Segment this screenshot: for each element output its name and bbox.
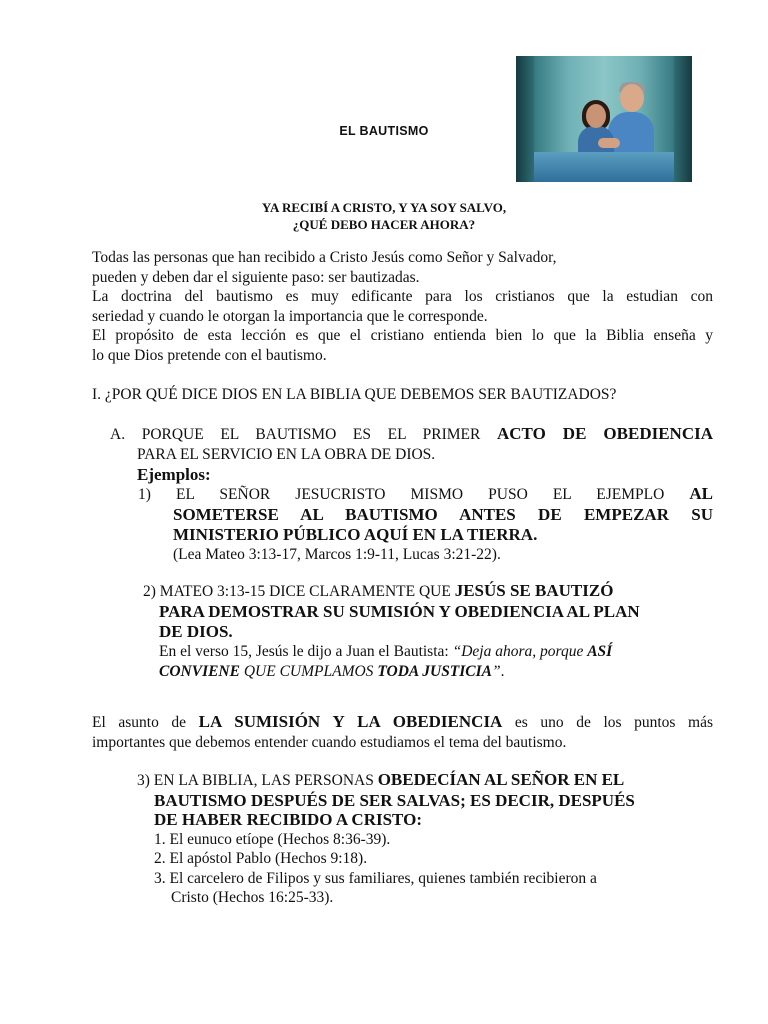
item-a-bold: ACTO DE OBEDIENCIA xyxy=(496,424,714,443)
quote-bold-justicia: TODA JUSTICIA xyxy=(377,663,493,680)
example-1 xyxy=(138,484,713,565)
example-1-line-1 xyxy=(138,484,713,505)
example-3 xyxy=(137,770,713,908)
intro-line: lo que Dios pretende con el bautismo. xyxy=(92,346,327,364)
asunto-paragraph xyxy=(92,712,713,753)
baptism-photo xyxy=(516,56,692,182)
intro-line: seriedad y cuando le otorgan la importancia que le corresponde. xyxy=(92,307,488,325)
section-1-heading: I. ¿POR QUÉ DICE DIOS EN LA BIBLIA QUE DEBEMOS SER BAUTIZADOS? xyxy=(92,386,617,403)
example-2-line-1 xyxy=(143,581,703,602)
example-2-line-3: DE DIOS. xyxy=(159,622,233,641)
subtitle-line-1: YA RECIBÍ A CRISTO, Y YA SOY SALVO, xyxy=(261,200,507,215)
intro-line: pueden y deben dar el siguiente paso: ser bautizadas. xyxy=(92,268,420,286)
example-2-quote-cont xyxy=(143,662,703,682)
list-item: 2. El apóstol Pablo (Hechos 9:18). xyxy=(154,850,368,867)
document-subtitle xyxy=(0,199,768,233)
example-3-prefix: 3) EN LA BIBLIA, LAS PERSONAS xyxy=(137,772,378,789)
list-item: 1. El eunuco etíope (Hechos 8:36-39). xyxy=(154,830,391,848)
example-2-verse xyxy=(143,642,703,662)
photo-man-head xyxy=(620,84,644,112)
item-a-line-2: PARA EL SERVICIO EN LA OBRA DE DIOS. xyxy=(137,446,436,463)
list-item-continuation: Cristo (Hechos 16:25-33). xyxy=(171,889,334,906)
asunto-line-1 xyxy=(92,712,713,733)
example-3-line-3: DE HABER RECIBIDO A CRISTO: xyxy=(154,810,422,829)
example-2-bold: JESÚS SE BAUTIZÓ xyxy=(454,581,614,600)
quote-end: ” xyxy=(492,663,501,680)
example-3-line-1 xyxy=(137,770,713,791)
list-item: 3. El carcelero de Filipos y sus familiares, quienes también recibieron a xyxy=(154,869,597,887)
ejemplos-label: Ejemplos: xyxy=(137,465,211,484)
asunto-suffix: es uno de los puntos más xyxy=(502,714,713,731)
quote-bold-conviene: CONVIENE xyxy=(159,663,240,680)
document-title: EL BAUTISMO xyxy=(339,124,429,138)
quote-start: “Deja ahora, porque xyxy=(452,643,588,660)
example-1-prefix: 1) EL SEÑOR JESUCRISTO MISMO PUSO EL EJEMPLO xyxy=(138,486,690,503)
example-1-line-3: MINISTERIO PÚBLICO AQUÍ EN LA TIERRA. xyxy=(173,525,538,544)
intro-line: La doctrina del bautismo es muy edificante para los cristianos que la estudian con xyxy=(92,288,713,305)
asunto-line-2: importantes que debemos entender cuando estudiamos el tema del bautismo. xyxy=(92,734,567,751)
photo-girl-head xyxy=(586,104,606,128)
quote-mid: QUE CUMPLAMOS xyxy=(239,663,378,680)
intro-line: Todas las personas que han recibido a Cristo Jesús como Señor y Salvador, xyxy=(92,249,557,266)
example-1-bold: AL xyxy=(689,484,713,503)
example-2 xyxy=(143,581,703,682)
example-3-line-2: BAUTISMO DESPUÉS DE SER SALVAS; ES DECIR, DESPUÉS xyxy=(154,790,635,810)
photo-hands xyxy=(598,138,620,148)
asunto-bold: LA SUMISIÓN Y LA OBEDIENCIA xyxy=(198,712,503,731)
example-2-prefix: 2) MATEO 3:13-15 DICE CLARAMENTE QUE xyxy=(143,583,455,600)
asunto-prefix: El asunto de xyxy=(92,714,199,731)
example-1-line-2: SOMETERSE AL BAUTISMO ANTES DE EMPEZAR SU xyxy=(173,505,713,524)
item-a-line-1 xyxy=(110,424,713,445)
intro-line: El propósito de esta lección es que el cristiano entienda bien lo que la Biblia enseña y xyxy=(92,327,713,344)
example-1-reference: (Lea Mateo 3:13-17, Marcos 1:9-11, Lucas 3:21-22). xyxy=(173,546,501,563)
example-3-bold: OBEDECÍAN AL SEÑOR EN EL xyxy=(377,770,625,789)
item-a xyxy=(110,424,713,485)
item-a-prefix: A. PORQUE EL BAUTISMO ES EL PRIMER xyxy=(110,426,497,443)
photo-frame-right xyxy=(674,56,692,182)
subtitle-line-2: ¿QUÉ DEBO HACER AHORA? xyxy=(292,217,476,232)
photo-water xyxy=(534,152,674,182)
quote-bold-asi: ASÍ xyxy=(587,643,613,660)
intro-paragraph xyxy=(92,248,713,365)
photo-frame-left xyxy=(516,56,534,182)
example-2-line-2: PARA DEMOSTRAR SU SUMISIÓN Y OBEDIENCIA AL PLAN xyxy=(159,602,640,621)
quote-period: . xyxy=(500,663,505,680)
verse-prefix: En el verso 15, Jesús le dijo a Juan el Bautista: xyxy=(159,643,453,660)
